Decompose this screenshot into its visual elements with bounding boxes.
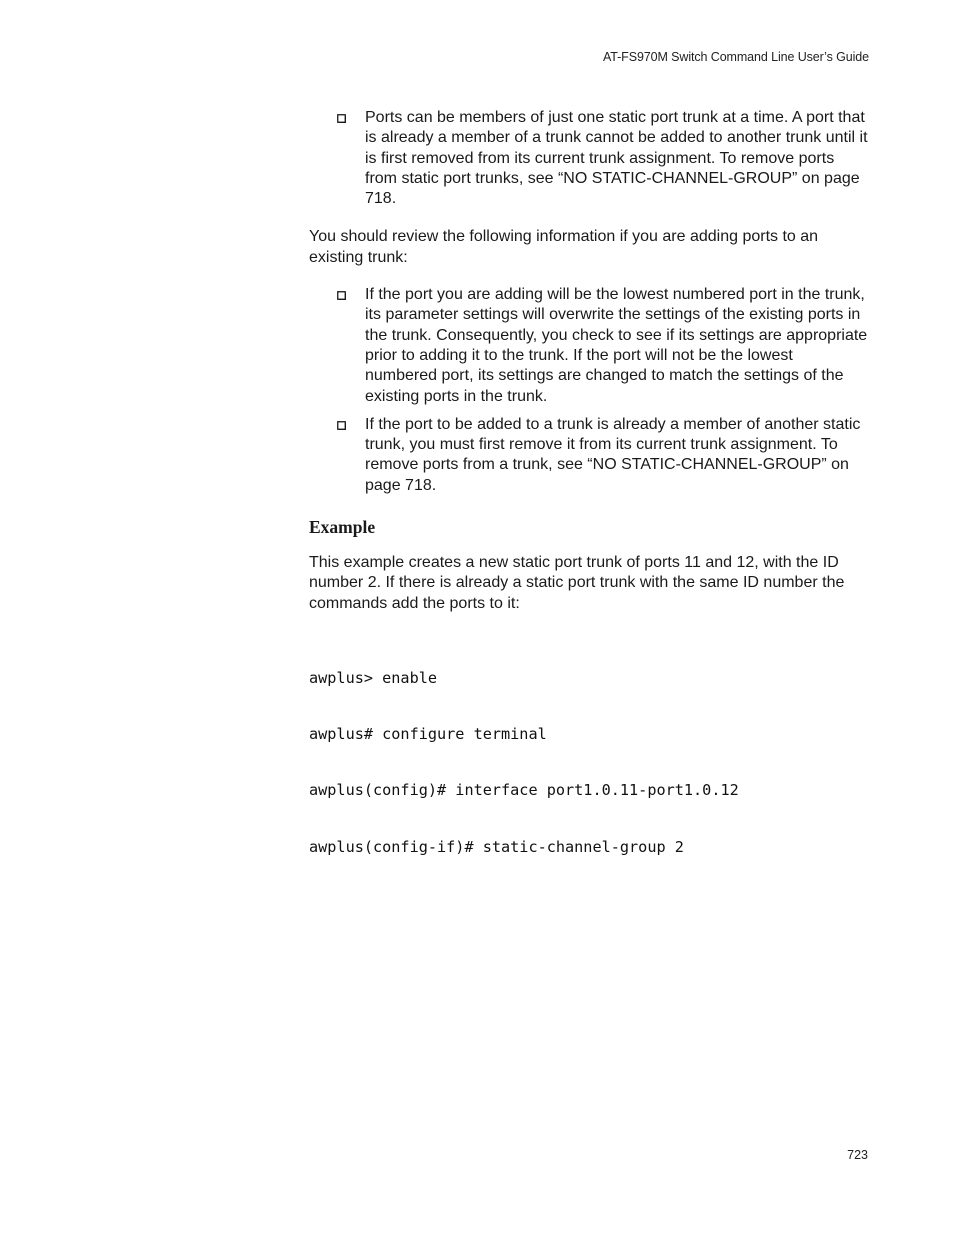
code-line: awplus# configure terminal [309, 724, 547, 743]
hollow-square-bullet-icon [337, 114, 346, 123]
main-content [309, 108, 869, 894]
running-header-title: AT-FS970M Switch Command Line User’s Guide [602, 50, 869, 64]
code-block [309, 631, 869, 894]
hollow-square-bullet-icon [337, 291, 346, 300]
code-line: awplus(config-if)# static-channel-group 2 [309, 837, 684, 856]
hollow-square-bullet-icon [337, 421, 346, 430]
review-bullet-list [309, 285, 869, 496]
example-description: This example creates a new static port trunk of ports 11 and 12, with the ID number 2. If there is already a static port trunk with the same ID number the commands add the ports to it: [309, 554, 845, 612]
intro-bullet-list [309, 108, 869, 209]
code-line: awplus(config)# interface port1.0.11-port1.0.12 [309, 781, 739, 800]
bullet-item [309, 108, 869, 209]
review-paragraph: You should review the following information if you are adding ports to an existing trunk: [309, 228, 819, 266]
code-line: awplus> enable [309, 668, 438, 687]
example-heading: Example [309, 517, 376, 538]
bullet-text: If the port you are adding will be the lowest numbered port in the trunk, its parameter settings will overwrite the settings of the existing ports in the trunk. Consequently, you check to see if its settings are appropriate prior to adding it to the trunk. If the port will not be the lowest numbered port, its settings are changed to match the settings of the existing ports in the trunk. [365, 286, 868, 405]
bullet-text: Ports can be members of just one static port trunk at a time. A port that is already a member of a trunk cannot be added to another trunk until it is first removed from its current trunk assignment. To remove ports from static port trunks, see “NO STATIC-CHANNEL-GROUP” on page 718. [365, 109, 868, 208]
bullet-text: If the port to be added to a trunk is already a member of another static trunk, you must first remove it from its current trunk assignment. To remove ports from a trunk, see “NO STATIC-CHANNEL-GROUP” on page 718. [365, 415, 861, 494]
bullet-item [309, 415, 869, 496]
page-number: 723 [847, 1148, 868, 1162]
bullet-item [309, 285, 869, 407]
